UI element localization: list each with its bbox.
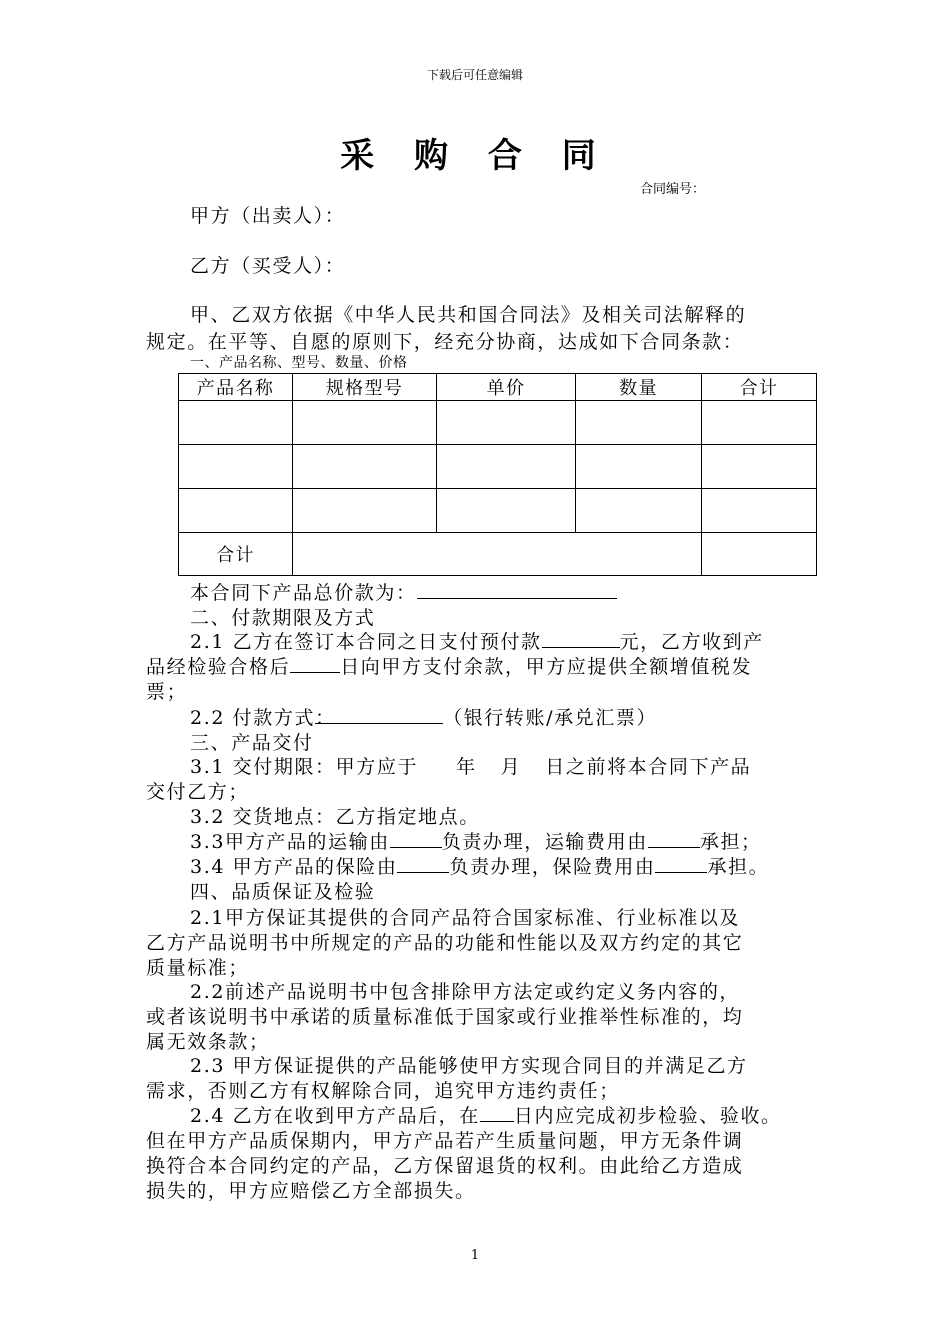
clause-4-1-line-3: 质量标准； (146, 957, 250, 979)
clause-4-2-line-2: 或者该说明书中承诺的质量标准低于国家或行业推举性标准的，均 (146, 1006, 744, 1028)
clause-4-2-line-1: 2.2前述产品说明书中包含排除甲方法定或约定义务内容的， (190, 981, 741, 1003)
table-cell[interactable] (576, 445, 702, 489)
total-row-merged-cell[interactable] (293, 533, 702, 576)
col-header-total: 合计 (702, 374, 817, 401)
section-2-heading: 二、付款期限及方式 (190, 607, 376, 629)
clause-text: 2.1 乙方在签订本合同之日支付预付款 (190, 631, 542, 653)
clause-text: （银行转账/承兑汇票） (443, 707, 658, 729)
balance-days-blank[interactable] (290, 652, 340, 673)
clause-4-4-line-1 (190, 1101, 782, 1128)
table-cell[interactable] (293, 445, 437, 489)
insurance-handler-blank[interactable] (397, 852, 449, 873)
clause-4-1-line-1: 2.1甲方保证其提供的合同产品符合国家标准、行业标准以及 (190, 907, 741, 929)
total-row-value-cell[interactable] (702, 533, 817, 576)
clause-text: 3.1 交付期限：甲方应于 (190, 756, 419, 778)
table-cell[interactable] (179, 489, 293, 533)
table-header-row (179, 374, 817, 401)
clause-3-4 (190, 852, 769, 879)
intro-line-1: 甲、乙双方依据《中华人民共和国合同法》及相关司法解释的 (190, 304, 747, 326)
section-3-heading: 三、产品交付 (190, 732, 314, 754)
col-header-product-name: 产品名称 (179, 374, 293, 401)
clause-text: 月 (500, 756, 522, 778)
transport-handler-blank[interactable] (390, 827, 442, 848)
transport-cost-blank[interactable] (648, 827, 700, 848)
table-cell[interactable] (702, 445, 817, 489)
product-table (178, 373, 817, 576)
intro-line-2: 规定。在平等、自愿的原则下，经充分协商，达成如下合同条款： (146, 331, 744, 353)
clause-3-2: 3.2 交货地点：乙方指定地点。 (190, 806, 480, 828)
section-1-heading: 一、产品名称、型号、数量、价格 (190, 355, 408, 371)
table-cell[interactable] (702, 401, 817, 445)
clause-4-4-line-3: 换符合本合同约定的产品，乙方保留退货的权利。由此给乙方造成 (146, 1155, 744, 1177)
total-price-blank[interactable] (417, 578, 617, 599)
total-price-line (190, 578, 617, 605)
table-row (179, 401, 817, 445)
table-cell[interactable] (576, 401, 702, 445)
clause-3-1-line-2: 交付乙方； (146, 781, 250, 803)
clause-3-1-line-1 (190, 752, 751, 779)
col-header-spec-model: 规格型号 (293, 374, 437, 401)
clause-text: 品经检验合格后 (146, 656, 291, 678)
clause-text: 负责办理，保险费用由 (449, 856, 656, 878)
clause-4-3-line-1: 2.3 甲方保证提供的产品能够使甲方实现合同目的并满足乙方 (190, 1055, 748, 1077)
clause-text: 3.3甲方产品的运输由 (190, 831, 390, 853)
party-a-label: 甲方（出卖人）： (190, 205, 346, 227)
section-4-heading: 四、品质保证及检验 (190, 881, 376, 903)
total-row-label: 合计 (179, 533, 293, 576)
table-row (179, 489, 817, 533)
clause-text: 年 (456, 756, 477, 778)
table-cell[interactable] (437, 401, 576, 445)
contract-number-label: 合同编号： (640, 182, 706, 197)
page-number: 1 (470, 1248, 480, 1263)
party-b-label: 乙方（买受人）： (190, 255, 346, 277)
clause-text: 日向甲方支付余款，甲方应提供全额增值税发 (340, 656, 753, 678)
col-header-unit-price: 单价 (437, 374, 576, 401)
clause-2-1-line-2 (146, 652, 752, 679)
payment-method-blank[interactable] (315, 703, 443, 729)
table-cell[interactable] (179, 401, 293, 445)
table-cell[interactable] (437, 445, 576, 489)
table-cell[interactable] (293, 489, 437, 533)
clause-4-3-line-2: 需求，否则乙方有权解除合同，追究甲方违约责任； (146, 1080, 620, 1102)
document-title: 采 购 合 同 (340, 136, 610, 176)
table-total-row (179, 533, 817, 576)
clause-4-4-line-2: 但在甲方产品质保期内，甲方产品若产生质量问题，甲方无条件调 (146, 1130, 744, 1152)
page-header: 下载后可任意编辑 (426, 68, 523, 82)
table-cell[interactable] (437, 489, 576, 533)
clause-text: 负责办理，运输费用由 (441, 831, 648, 853)
insurance-cost-blank[interactable] (655, 852, 707, 873)
col-header-quantity: 数量 (576, 374, 702, 401)
table-cell[interactable] (702, 489, 817, 533)
clause-text: 2.2 付款方式 (190, 707, 316, 729)
clause-text: 日内应完成初步检验、验收。 (513, 1105, 782, 1127)
clause-2-1-line-3: 票； (146, 681, 188, 703)
table-cell[interactable] (293, 401, 437, 445)
clause-text: 3.4 甲方产品的保险由 (190, 856, 398, 878)
table-cell[interactable] (576, 489, 702, 533)
total-price-label: 本合同下产品总价款为： (190, 582, 417, 604)
prepayment-blank[interactable] (542, 627, 620, 648)
clause-2-2 (190, 703, 657, 730)
clause-text: 2.4 乙方在收到甲方产品后，在 (190, 1105, 480, 1127)
clause-4-2-line-3: 属无效条款； (146, 1031, 270, 1053)
clause-4-1-line-2: 乙方产品说明书中所规定的产品的功能和性能以及双方约定的其它 (146, 932, 744, 954)
clause-4-4-line-4: 损失的，甲方应赔偿乙方全部损失。 (146, 1180, 476, 1202)
clause-text: ： (315, 707, 336, 729)
clause-text: 元，乙方收到产 (619, 631, 764, 653)
clause-text: 承担； (699, 831, 762, 853)
table-row (179, 445, 817, 489)
clause-text: 承担。 (707, 856, 770, 878)
clause-3-3 (190, 827, 762, 854)
table-cell[interactable] (179, 445, 293, 489)
clause-text: 日之前将本合同下产品 (545, 756, 752, 778)
inspection-days-blank[interactable] (480, 1101, 514, 1122)
clause-2-1-line-1 (190, 627, 764, 654)
